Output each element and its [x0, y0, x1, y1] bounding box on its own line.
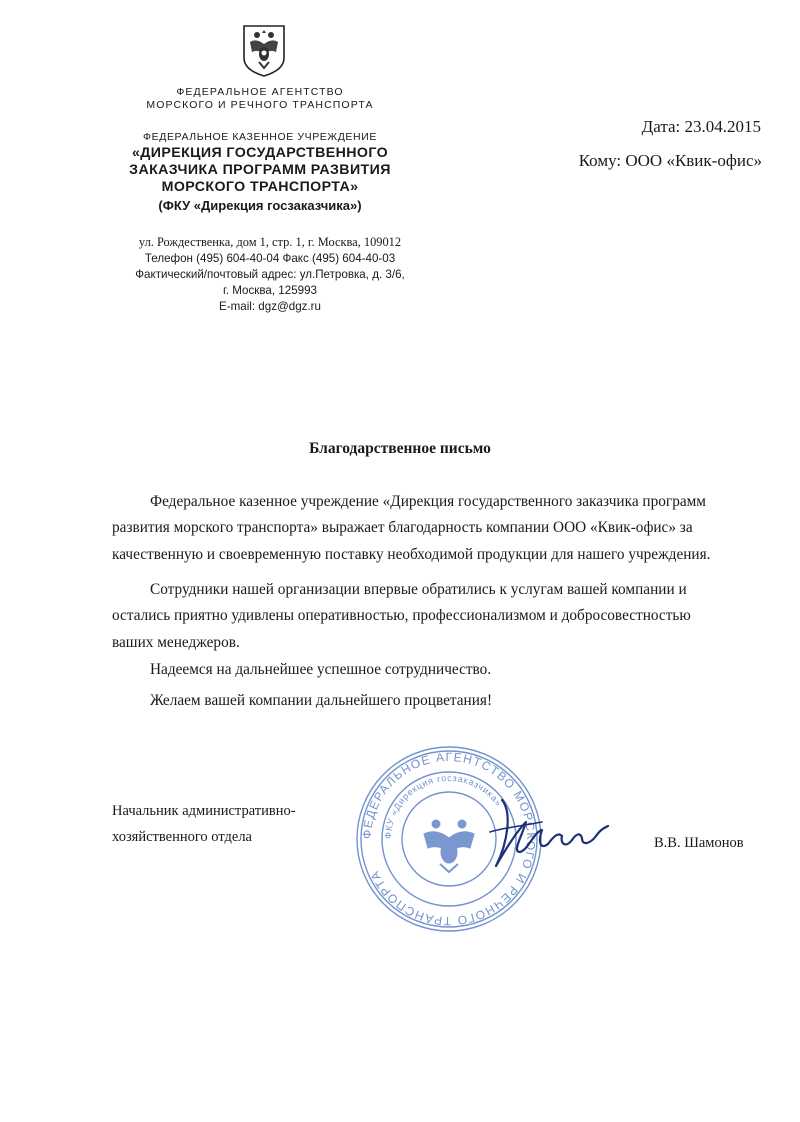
paragraph-line: Федеральное казенное учреждение «Дирекция государственного заказчика программ	[150, 493, 706, 510]
stamp-eagle-icon	[424, 820, 474, 872]
postal-address-line-1: Фактический/почтовый адрес: ул.Петровка, д. 3/6,	[135, 268, 405, 281]
paragraph-impression	[112, 577, 762, 656]
paragraph-line: остались приятно удивлены оперативностью, профессионализмом и добросовестностью	[112, 607, 691, 625]
paragraph-gratitude	[112, 489, 762, 568]
paragraph-line: развития морского транспорта» выражает благодарность компании ООО «Квик-офис» за	[112, 519, 693, 537]
handwritten-signature	[482, 792, 614, 876]
letter-title: Благодарственное письмо	[309, 440, 491, 457]
paragraph-line: Желаем вашей компании дальнейшего процветания!	[150, 692, 493, 709]
paragraph-line: ваших менеджеров.	[112, 633, 240, 651]
signer-position-line-1: Начальник административно-	[112, 803, 296, 819]
institution-type: ФЕДЕРАЛЬНОЕ КАЗЕННОЕ УЧРЕЖДЕНИЕ	[143, 131, 377, 143]
legal-address: ул. Рождественка, дом 1, стр. 1, г. Москва, 109012	[138, 235, 402, 249]
institution-name-line-3: МОРСКОГО ТРАНСПОРТА»	[161, 179, 359, 195]
agency-name-line-2: МОРСКОГО И РЕЧНОГО ТРАНСПОРТА	[146, 99, 374, 111]
paragraph-line: Надеемся на дальнейшее успешное сотрудничество.	[150, 661, 492, 678]
letter-recipient: Кому: ООО «Квик-офис»	[578, 151, 762, 170]
email: E-mail: dgz@dgz.ru	[219, 300, 321, 313]
letter-date: Дата: 23.04.2015	[641, 117, 761, 136]
paragraph-wishes	[112, 688, 762, 714]
stamp-inner-text: ФКУ «Дирекция госзаказчика»	[382, 772, 505, 840]
institution-short-name: (ФКУ «Дирекция госзаказчика»)	[158, 198, 362, 213]
paragraph-cooperation	[112, 657, 762, 683]
paragraph-line: Сотрудники нашей организации впервые обратились к услугам вашей компании и	[150, 581, 687, 598]
institution-name-line-1: «ДИРЕКЦИЯ ГОСУДАРСТВЕННОГО	[131, 145, 389, 161]
signer-position-line-2: хозяйственного отдела	[112, 829, 252, 845]
paragraph-line: качественную и своевременную поставку необходимой продукции для нашего учреждения.	[112, 545, 711, 563]
stamp-outer-text: ФЕДЕРАЛЬНОЕ АГЕНТСТВО МОРСКОГО И РЕЧНОГО ТРАНСПОРТА	[359, 749, 539, 929]
institution-name-line-2: ЗАКАЗЧИКА ПРОГРАММ РАЗВИТИЯ	[129, 162, 391, 178]
postal-address-line-2: г. Москва, 125993	[223, 284, 317, 297]
signer-name: В.В. Шамонов	[654, 835, 744, 851]
double-headed-eagle-emblem-icon	[240, 22, 288, 78]
agency-name-line-1: ФЕДЕРАЛЬНОЕ АГЕНТСТВО	[176, 86, 344, 98]
phone-fax: Телефон (495) 604-40-04 Факс (495) 604-40-03	[144, 252, 396, 265]
